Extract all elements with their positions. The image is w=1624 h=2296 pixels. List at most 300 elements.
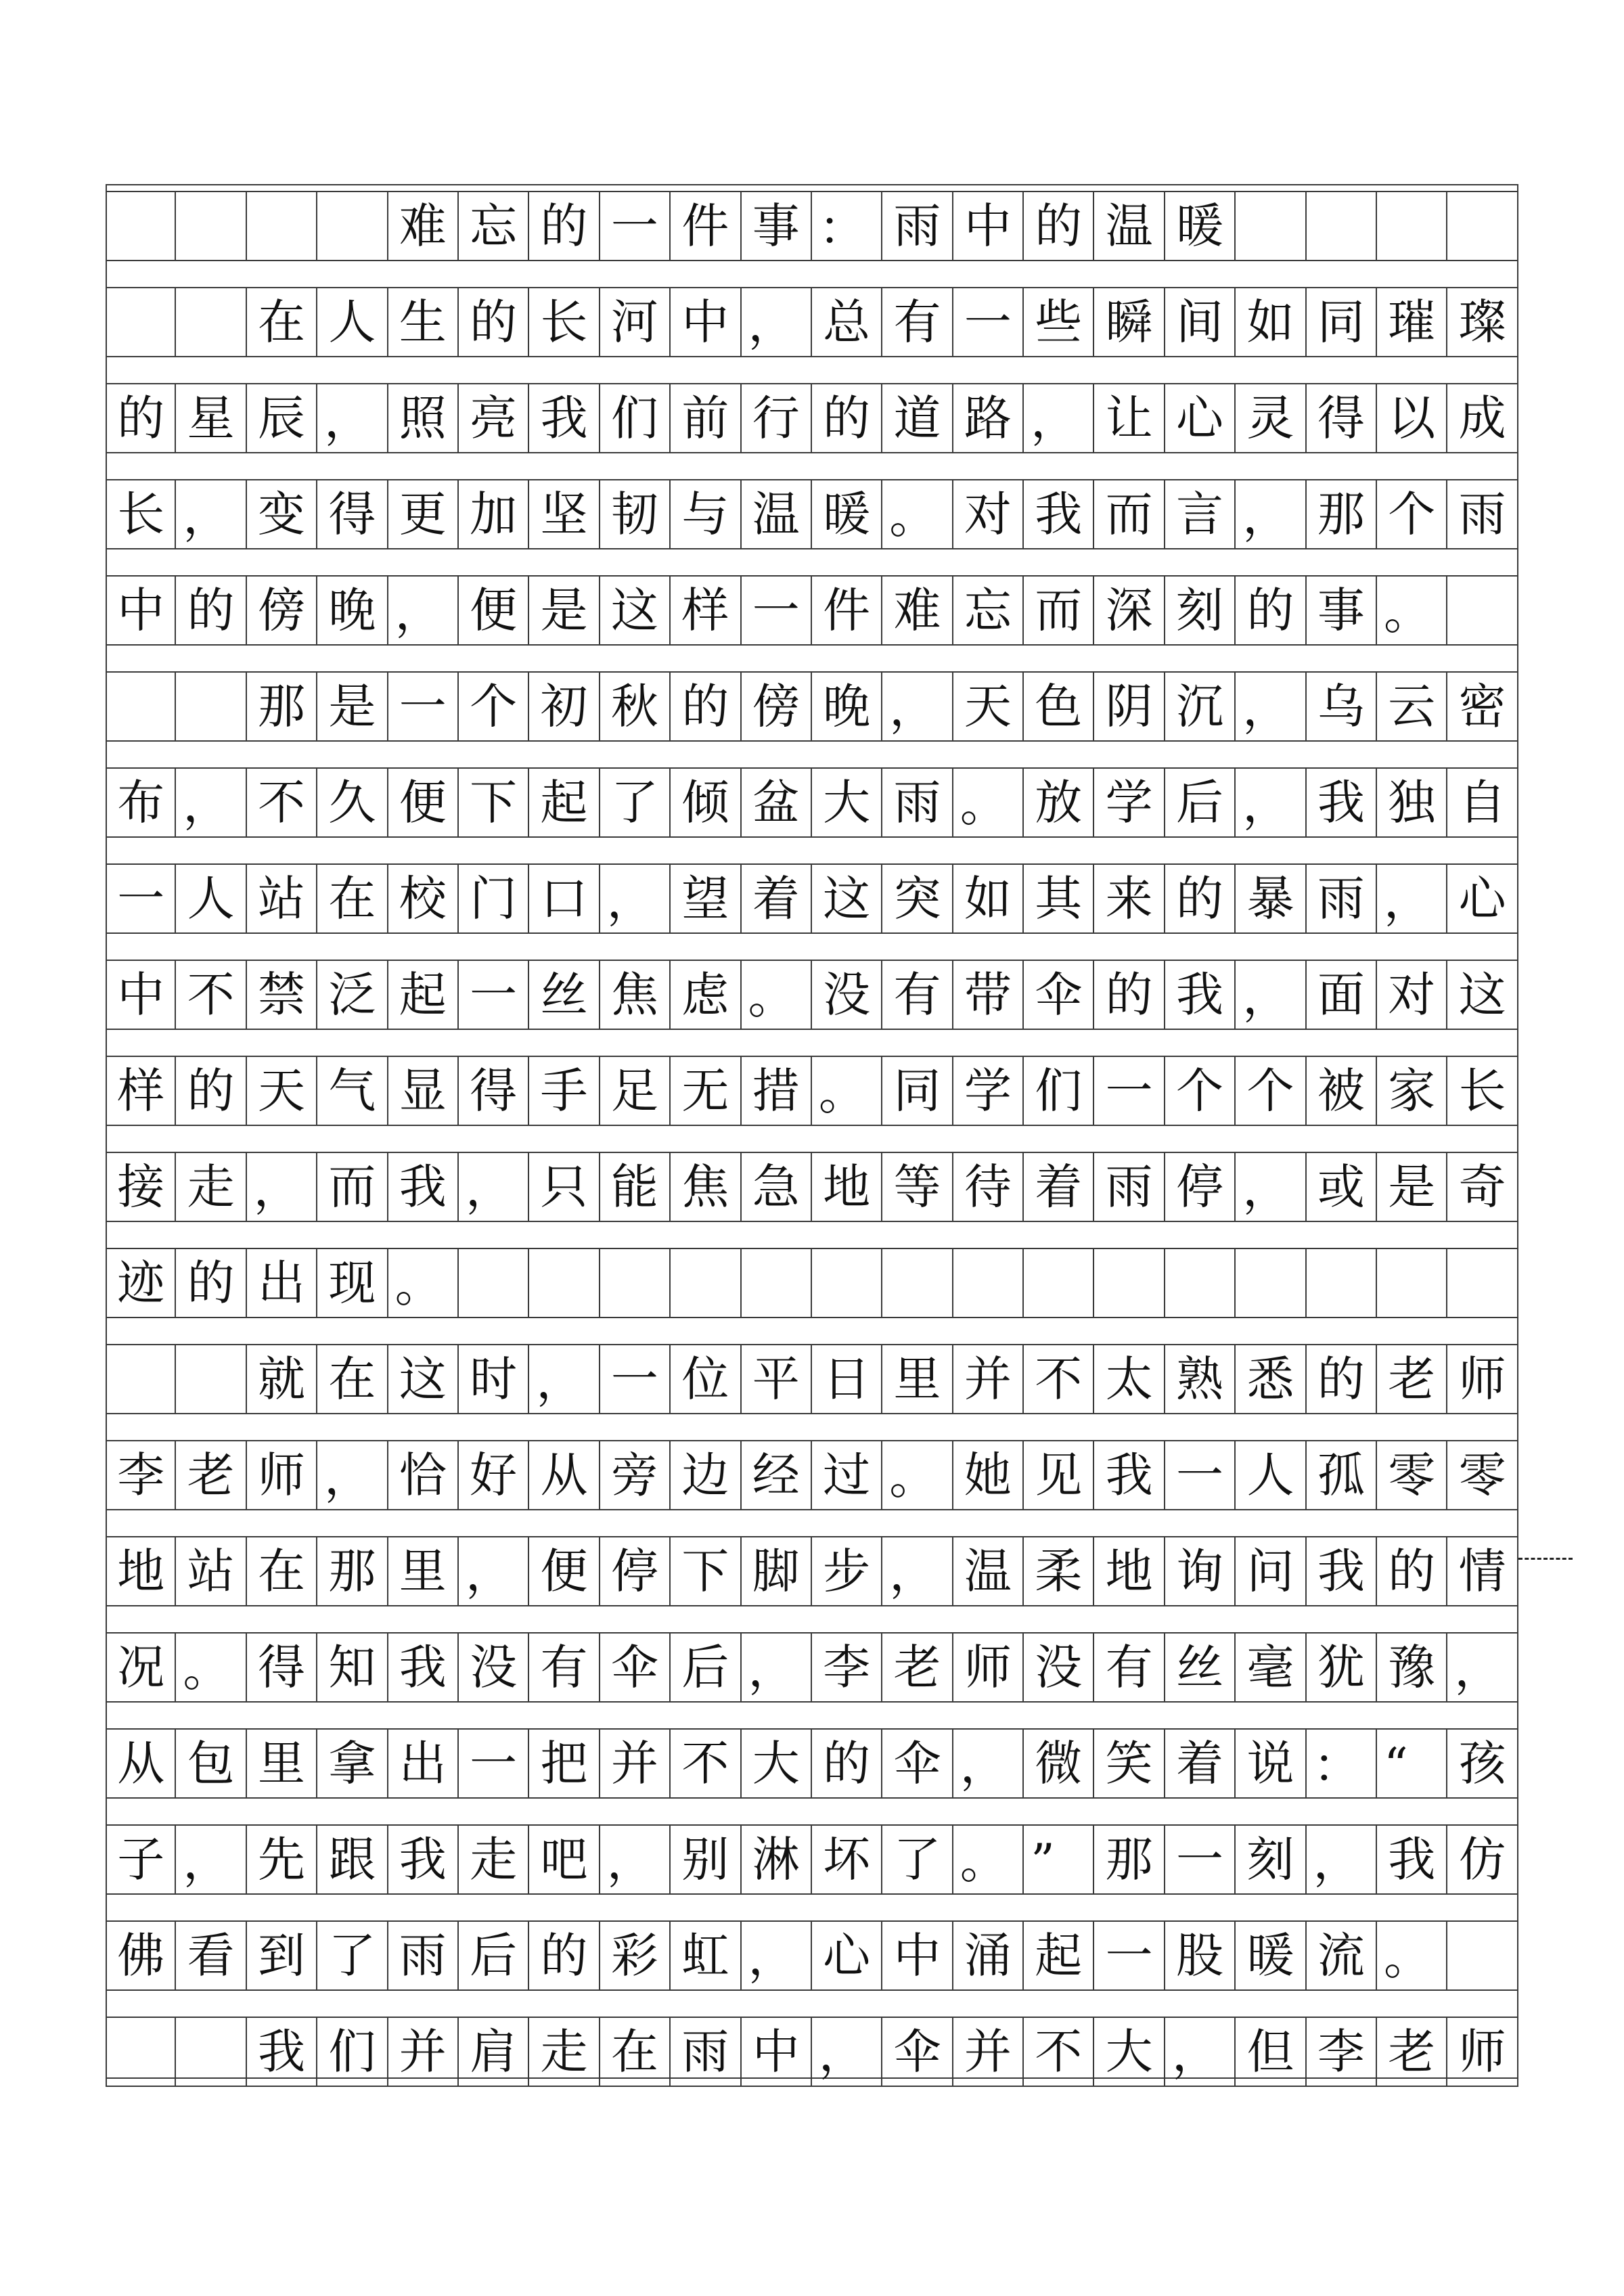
grid-cell: 件 <box>812 577 882 644</box>
grid-cell: 时 <box>459 1345 529 1413</box>
grid-cell: 成 <box>1447 384 1518 452</box>
grid-cell: 李 <box>106 1441 176 1509</box>
grid-cell: 下 <box>671 1537 741 1605</box>
grid-cell: 一 <box>459 961 529 1029</box>
grid-cell: 询 <box>1165 1537 1236 1605</box>
grid-cell: 着 <box>742 865 812 932</box>
grid-cell <box>742 1249 812 1317</box>
grid-cell: 加 <box>459 480 529 548</box>
grid-cell: 样 <box>671 577 741 644</box>
grid-cell: 事 <box>1307 577 1377 644</box>
grid-row <box>106 191 1518 261</box>
grid-cell: ， <box>742 288 812 356</box>
grid-cell: 璨 <box>1447 288 1518 356</box>
grid-cell: 久 <box>317 769 388 836</box>
grid-cell: 便 <box>529 1537 600 1605</box>
grid-cell <box>176 2018 246 2086</box>
grid-cell <box>247 192 317 260</box>
grid-cell: 雨 <box>1307 865 1377 932</box>
grid-cell: ， <box>529 1345 600 1413</box>
grid-cell: 行 <box>742 384 812 452</box>
grid-cell: 我 <box>1307 1537 1377 1605</box>
grid-cell: 个 <box>459 673 529 740</box>
grid-cell: 不 <box>671 1730 741 1797</box>
grid-cell: 照 <box>388 384 459 452</box>
grid-cell: 见 <box>1024 1441 1094 1509</box>
grid-cell: 我 <box>529 384 600 452</box>
grid-cell: 如 <box>953 865 1024 932</box>
grid-cell: 那 <box>1307 480 1377 548</box>
grid-row <box>106 1056 1518 1126</box>
grid-cell: 我 <box>247 2018 317 2086</box>
grid-cell: 了 <box>317 1922 388 1989</box>
grid-cell: 现 <box>317 1249 388 1317</box>
grid-cell: 没 <box>812 961 882 1029</box>
grid-cell: 辰 <box>247 384 317 452</box>
grid-cell <box>1447 577 1518 644</box>
grid-cell: 忘 <box>953 577 1024 644</box>
grid-cell: 焦 <box>671 1153 741 1221</box>
grid-cell: 中 <box>106 961 176 1029</box>
grid-cell: 在 <box>247 288 317 356</box>
grid-cell <box>1094 1249 1165 1317</box>
grid-cell: 但 <box>1236 2018 1306 2086</box>
grid-cell: 有 <box>882 961 953 1029</box>
grid-cell: 并 <box>388 2018 459 2086</box>
grid-cell: 学 <box>953 1057 1024 1125</box>
grid-cell: ： <box>1307 1730 1377 1797</box>
grid-cell: 。 <box>1377 1922 1447 1989</box>
grid-cell: 来 <box>1094 865 1165 932</box>
grid-cell: 心 <box>1165 384 1236 452</box>
grid-cell: 在 <box>317 1345 388 1413</box>
grid-cell: 问 <box>1236 1537 1306 1605</box>
grid-cell: 。 <box>176 1634 246 1701</box>
grid-cell: 一 <box>953 288 1024 356</box>
grid-cell <box>176 192 246 260</box>
grid-cell: 个 <box>1377 480 1447 548</box>
grid-cell <box>1377 192 1447 260</box>
grid-cell: 丝 <box>1165 1634 1236 1701</box>
grid-cell: 并 <box>600 1730 671 1797</box>
grid-cell: 难 <box>882 577 953 644</box>
grid-cell: 雨 <box>388 1922 459 1989</box>
grid-cell: 刻 <box>1236 1826 1306 1893</box>
grid-cell: 沉 <box>1165 673 1236 740</box>
grid-cell: ， <box>1377 865 1447 932</box>
grid-cell: ， <box>742 1922 812 1989</box>
grid-cell: 笑 <box>1094 1730 1165 1797</box>
grid-cell: 的 <box>176 577 246 644</box>
grid-cell: 等 <box>882 1153 953 1221</box>
grid-row <box>106 287 1518 357</box>
grid-cell: 以 <box>1377 384 1447 452</box>
grid-cell: 孩 <box>1447 1730 1518 1797</box>
grid-cell: 人 <box>1236 1441 1306 1509</box>
grid-cell: 瞬 <box>1094 288 1165 356</box>
grid-cell: 不 <box>1024 2018 1094 2086</box>
grid-row <box>106 863 1518 934</box>
grid-cell: ， <box>1236 961 1306 1029</box>
grid-cell: 。 <box>742 961 812 1029</box>
grid-cell: 股 <box>1165 1922 1236 1989</box>
grid-cell: 一 <box>1165 1441 1236 1509</box>
grid-cell: 其 <box>1024 865 1094 932</box>
grid-cell: 显 <box>388 1057 459 1125</box>
grid-cell: ， <box>1307 1826 1377 1893</box>
grid-cell: 得 <box>459 1057 529 1125</box>
grid-cell: 老 <box>1377 1345 1447 1413</box>
grid-cell <box>1236 192 1306 260</box>
grid-cell: 的 <box>459 288 529 356</box>
grid-cell <box>106 2018 176 2086</box>
grid-cell: 而 <box>317 1153 388 1221</box>
grid-cell: 吧 <box>529 1826 600 1893</box>
grid-cell: 天 <box>247 1057 317 1125</box>
grid-cell: 天 <box>953 673 1024 740</box>
grid-row <box>106 1536 1518 1606</box>
grid-cell: 说 <box>1236 1730 1306 1797</box>
grid-cell: 秋 <box>600 673 671 740</box>
grid-cell: 生 <box>388 288 459 356</box>
grid-cell: 停 <box>1165 1153 1236 1221</box>
grid-cell: 只 <box>529 1153 600 1221</box>
grid-cell: 零 <box>1447 1441 1518 1509</box>
grid-cell <box>1447 192 1518 260</box>
grid-cell: 长 <box>106 480 176 548</box>
grid-cell <box>1447 1249 1518 1317</box>
grid-cell: ， <box>1236 673 1306 740</box>
grid-cell <box>106 673 176 740</box>
grid-cell: 豫 <box>1377 1634 1447 1701</box>
grid-cell: 我 <box>388 1153 459 1221</box>
grid-cell: 倾 <box>671 769 741 836</box>
grid-cell: 奇 <box>1447 1153 1518 1221</box>
grid-cell: 那 <box>1094 1826 1165 1893</box>
grid-cell: 里 <box>882 1345 953 1413</box>
grid-cell: 熟 <box>1165 1345 1236 1413</box>
grid-cell: 的 <box>1377 1537 1447 1605</box>
grid-cell: 脚 <box>742 1537 812 1605</box>
grid-cell: “ <box>1377 1730 1447 1797</box>
grid-row <box>106 1248 1518 1318</box>
grid-cell: 们 <box>600 384 671 452</box>
grid-cell: 足 <box>600 1057 671 1125</box>
grid-cell: 深 <box>1094 577 1165 644</box>
grid-cell: ， <box>742 1634 812 1701</box>
grid-cell: 阴 <box>1094 673 1165 740</box>
grid-cell: 口 <box>529 865 600 932</box>
grid-cell: 人 <box>317 288 388 356</box>
grid-cell: 灵 <box>1236 384 1306 452</box>
grid-cell: 的 <box>1307 1345 1377 1413</box>
grid-cell: 是 <box>317 673 388 740</box>
grid-cell: 旁 <box>600 1441 671 1509</box>
grid-cell: 独 <box>1377 769 1447 836</box>
grid-cell: 柔 <box>1024 1537 1094 1605</box>
grid-cell: 言 <box>1165 480 1236 548</box>
grid-cell: 知 <box>317 1634 388 1701</box>
grid-cell: 放 <box>1024 769 1094 836</box>
grid-cell: 跟 <box>317 1826 388 1893</box>
grid-cell: 的 <box>176 1249 246 1317</box>
grid-cell: 师 <box>1447 2018 1518 2086</box>
grid-cell: 。 <box>1377 577 1447 644</box>
grid-cell: 傍 <box>247 577 317 644</box>
grid-cell: 人 <box>176 865 246 932</box>
grid-cell: 李 <box>812 1634 882 1701</box>
grid-cell: 与 <box>671 480 741 548</box>
grid-row <box>106 1824 1518 1895</box>
grid-cell: ” <box>1024 1826 1094 1893</box>
grid-cell: 孤 <box>1307 1441 1377 1509</box>
grid-cell: 走 <box>459 1826 529 1893</box>
grid-cell: ， <box>1447 1634 1518 1701</box>
grid-cell <box>882 1249 953 1317</box>
grid-cell: 雨 <box>1094 1153 1165 1221</box>
grid-cell: 的 <box>529 192 600 260</box>
grid-cell <box>1377 1249 1447 1317</box>
grid-cell: 的 <box>529 1922 600 1989</box>
grid-cell <box>812 1249 882 1317</box>
grid-cell: 经 <box>742 1441 812 1509</box>
grid-cell: 这 <box>1447 961 1518 1029</box>
grid-cell: 事 <box>742 192 812 260</box>
grid-cell: 。 <box>882 1441 953 1509</box>
grid-cell: 零 <box>1377 1441 1447 1509</box>
grid-cell: 总 <box>812 288 882 356</box>
grid-cell: 走 <box>529 2018 600 2086</box>
grid-cell: ： <box>812 192 882 260</box>
grid-cell: 从 <box>106 1730 176 1797</box>
grid-cell: 温 <box>953 1537 1024 1605</box>
grid-cell: 对 <box>953 480 1024 548</box>
grid-cell: 起 <box>529 769 600 836</box>
grid-cell: 措 <box>742 1057 812 1125</box>
grid-cell: 师 <box>953 1634 1024 1701</box>
grid-cell: 中 <box>953 192 1024 260</box>
grid-cell: 家 <box>1377 1057 1447 1125</box>
grid-cell: 犹 <box>1307 1634 1377 1701</box>
grid-cell: 李 <box>1307 2018 1377 2086</box>
grid-cell: 出 <box>247 1249 317 1317</box>
grid-row <box>106 960 1518 1030</box>
grid-cell: 不 <box>176 961 246 1029</box>
grid-cell <box>176 673 246 740</box>
grid-cell: 下 <box>459 769 529 836</box>
grid-cell: 云 <box>1377 673 1447 740</box>
grid-cell: 的 <box>1094 961 1165 1029</box>
grid-cell: 温 <box>1094 192 1165 260</box>
grid-cell <box>176 288 246 356</box>
grid-cell: 河 <box>600 288 671 356</box>
grid-cell: 些 <box>1024 288 1094 356</box>
grid-cell: 淋 <box>742 1826 812 1893</box>
grid-cell: 暖 <box>1165 192 1236 260</box>
grid-cell: 这 <box>388 1345 459 1413</box>
grid-cell: 的 <box>671 673 741 740</box>
grid-cell: 那 <box>247 673 317 740</box>
grid-cell: 了 <box>882 1826 953 1893</box>
grid-cell: 佛 <box>106 1922 176 1989</box>
grid-cell: 泛 <box>317 961 388 1029</box>
grid-cell: 迹 <box>106 1249 176 1317</box>
grid-cell <box>1024 1249 1094 1317</box>
grid-cell: 涌 <box>953 1922 1024 1989</box>
grid-row <box>106 1728 1518 1799</box>
grid-cell: 盆 <box>742 769 812 836</box>
grid-cell: 得 <box>1307 384 1377 452</box>
grid-cell: 个 <box>1236 1057 1306 1125</box>
grid-cell: 伞 <box>600 1634 671 1701</box>
grid-cell: 坏 <box>812 1826 882 1893</box>
grid-cell: 晚 <box>812 673 882 740</box>
grid-cell: 焦 <box>600 961 671 1029</box>
grid-cell: 虑 <box>671 961 741 1029</box>
grid-cell: 带 <box>953 961 1024 1029</box>
grid-cell: 初 <box>529 673 600 740</box>
grid-row <box>106 1344 1518 1414</box>
grid-cell: 没 <box>459 1634 529 1701</box>
grid-cell: 的 <box>176 1057 246 1125</box>
grid-cell: 停 <box>600 1537 671 1605</box>
grid-cell: 璀 <box>1377 288 1447 356</box>
grid-cell: 我 <box>1307 769 1377 836</box>
grid-cell: 的 <box>1024 192 1094 260</box>
grid-cell <box>176 1345 246 1413</box>
grid-cell: 而 <box>1094 480 1165 548</box>
grid-cell: 。 <box>953 769 1024 836</box>
grid-cell: 地 <box>106 1537 176 1605</box>
grid-cell <box>459 1249 529 1317</box>
grid-cell: ， <box>600 865 671 932</box>
grid-cell: 子 <box>106 1826 176 1893</box>
grid-cell: 一 <box>388 673 459 740</box>
grid-cell: 星 <box>176 384 246 452</box>
grid-cell: 便 <box>459 577 529 644</box>
grid-cell: 们 <box>317 2018 388 2086</box>
grid-cell: 一 <box>600 192 671 260</box>
grid-cell: 站 <box>247 865 317 932</box>
grid-cell: 暖 <box>812 480 882 548</box>
grid-cell: 一 <box>106 865 176 932</box>
grid-cell: 。 <box>953 1826 1024 1893</box>
grid-row <box>106 2017 1518 2087</box>
grid-cell: 老 <box>882 1634 953 1701</box>
grid-cell: 被 <box>1307 1057 1377 1125</box>
grid-cell: ， <box>953 1730 1024 1797</box>
grid-cell: 难 <box>388 192 459 260</box>
grid-cell: 一 <box>459 1730 529 1797</box>
grid-cell: 步 <box>812 1537 882 1605</box>
grid-cell: 路 <box>953 384 1024 452</box>
grid-cell: 好 <box>459 1441 529 1509</box>
grid-cell: 韧 <box>600 480 671 548</box>
top-border <box>106 184 1518 185</box>
grid-cell <box>1236 1249 1306 1317</box>
grid-cell: ， <box>1024 384 1094 452</box>
grid-cell: 能 <box>600 1153 671 1221</box>
grid-cell <box>671 1249 741 1317</box>
grid-cell: ， <box>176 769 246 836</box>
grid-cell: 件 <box>671 192 741 260</box>
grid-cell: 别 <box>671 1826 741 1893</box>
grid-cell: 从 <box>529 1441 600 1509</box>
grid-cell: 出 <box>388 1730 459 1797</box>
grid-cell: 我 <box>388 1826 459 1893</box>
grid-cell: 里 <box>388 1537 459 1605</box>
grid-cell: 心 <box>812 1922 882 1989</box>
grid-cell: 晚 <box>317 577 388 644</box>
grid-cell: ， <box>600 1826 671 1893</box>
grid-cell: 地 <box>812 1153 882 1221</box>
grid-cell: 亮 <box>459 384 529 452</box>
grid-cell <box>529 1249 600 1317</box>
grid-cell: ， <box>1236 1153 1306 1221</box>
grid-cell: 的 <box>1165 865 1236 932</box>
grid-cell: 间 <box>1165 288 1236 356</box>
grid-cell: 或 <box>1307 1153 1377 1221</box>
grid-cell: 是 <box>1377 1153 1447 1221</box>
grid-cell: 我 <box>1377 1826 1447 1893</box>
grid-cell: 。 <box>388 1249 459 1317</box>
grid-cell: 。 <box>812 1057 882 1125</box>
grid-cell: 对 <box>1377 961 1447 1029</box>
grid-cell: 布 <box>106 769 176 836</box>
grid-cell <box>106 288 176 356</box>
grid-cell <box>1307 192 1377 260</box>
grid-cell: 一 <box>600 1345 671 1413</box>
grid-cell: 并 <box>953 1345 1024 1413</box>
grid-cell: 况 <box>106 1634 176 1701</box>
grid-cell: 雨 <box>671 2018 741 2086</box>
grid-row <box>106 1440 1518 1510</box>
grid-cell: 包 <box>176 1730 246 1797</box>
grid-cell: 学 <box>1094 769 1165 836</box>
grid-cell: 后 <box>671 1634 741 1701</box>
grid-cell: 面 <box>1307 961 1377 1029</box>
grid-cell: 一 <box>1165 1826 1236 1893</box>
grid-cell: 无 <box>671 1057 741 1125</box>
grid-cell <box>106 1345 176 1413</box>
grid-cell: 在 <box>247 1537 317 1605</box>
grid-cell: ， <box>1236 480 1306 548</box>
grid-cell: 我 <box>388 1634 459 1701</box>
grid-cell: 大 <box>1094 2018 1165 2086</box>
grid-cell: 一 <box>1094 1922 1165 1989</box>
grid-cell <box>317 192 388 260</box>
grid-cell: 了 <box>600 769 671 836</box>
grid-cell: 雨 <box>1447 480 1518 548</box>
grid-cell: ， <box>388 577 459 644</box>
grid-cell: 们 <box>1024 1057 1094 1125</box>
grid-cell: 看 <box>176 1922 246 1989</box>
grid-cell: 没 <box>1024 1634 1094 1701</box>
grid-cell: 师 <box>1447 1345 1518 1413</box>
grid-cell: 接 <box>106 1153 176 1221</box>
grid-cell: 变 <box>247 480 317 548</box>
grid-cell: 一 <box>1094 1057 1165 1125</box>
grid-cell: 长 <box>529 288 600 356</box>
grid-cell: 那 <box>317 1537 388 1605</box>
grid-cell: 就 <box>247 1345 317 1413</box>
grid-cell: 待 <box>953 1153 1024 1221</box>
grid-cell: 手 <box>529 1057 600 1125</box>
grid-cell: 太 <box>1094 1345 1165 1413</box>
grid-cell: 并 <box>953 2018 1024 2086</box>
grid-cell: ， <box>1165 2018 1236 2086</box>
grid-cell: 有 <box>882 288 953 356</box>
